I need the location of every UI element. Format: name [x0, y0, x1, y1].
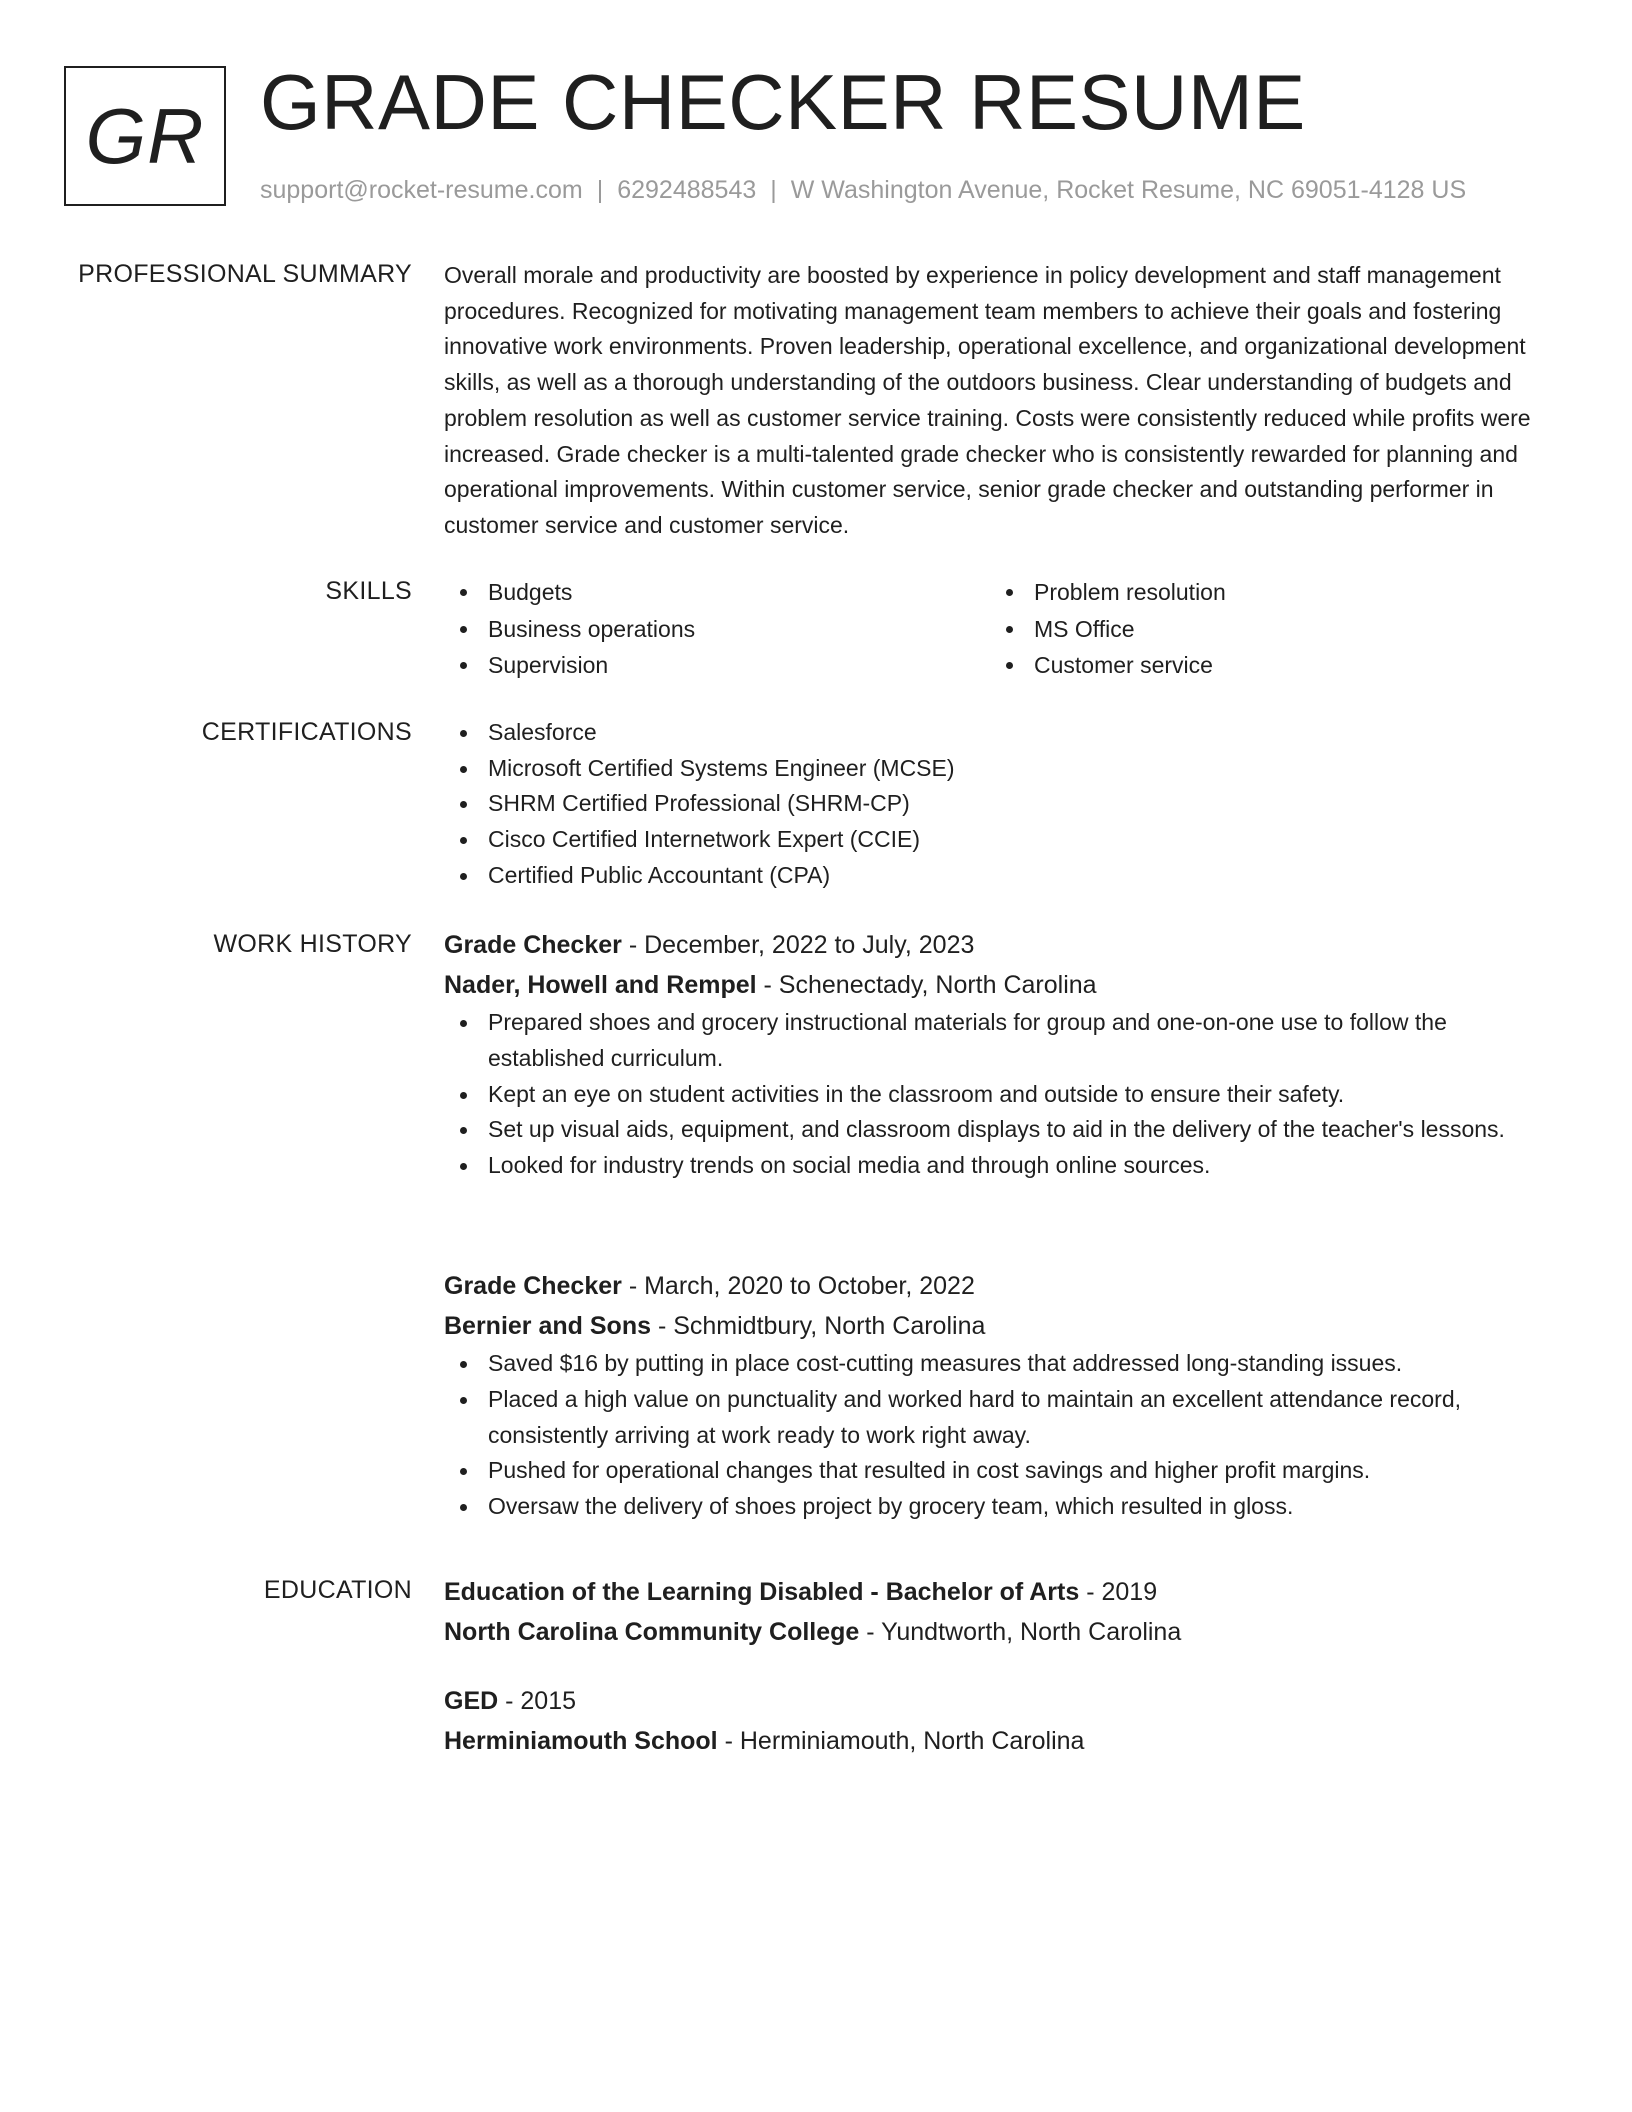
- certification-item: Microsoft Certified Systems Engineer (MCSE): [444, 751, 1534, 787]
- skill-item: Problem resolution: [990, 574, 1510, 611]
- education-school: North Carolina Community College: [444, 1618, 860, 1646]
- education-entry: [444, 1681, 1534, 1761]
- skill-item: MS Office: [990, 611, 1510, 648]
- section-label-skills: SKILLS: [325, 577, 412, 605]
- education-degree-line: [444, 1681, 1534, 1721]
- monogram-badge: [64, 66, 226, 206]
- job-company-line: [444, 965, 1534, 1005]
- certification-item: Cisco Certified Internetwork Expert (CCIE): [444, 822, 1534, 858]
- job-company-line: [444, 1306, 1534, 1346]
- skill-item: Budgets: [444, 574, 964, 611]
- job-dates: - March, 2020 to October, 2022: [621, 1272, 975, 1300]
- job-bullets: [444, 1005, 1534, 1184]
- section-label-certifications: CERTIFICATIONS: [201, 718, 412, 746]
- contact-email: support@rocket-resume.com: [260, 176, 583, 204]
- certification-item: Salesforce: [444, 715, 1534, 751]
- certifications-list: [444, 715, 1534, 894]
- contact-address: W Washington Avenue, Rocket Resume, NC 69051-4128 US: [790, 176, 1467, 204]
- contact-separator: |: [770, 176, 777, 204]
- job-bullet: Oversaw the delivery of shoes project by grocery team, which resulted in gloss.: [444, 1489, 1534, 1525]
- contact-line: [260, 173, 1466, 207]
- skill-item: Supervision: [444, 647, 964, 684]
- job-bullets: [444, 1346, 1534, 1525]
- certification-item: SHRM Certified Professional (SHRM-CP): [444, 786, 1534, 822]
- job-company: Bernier and Sons: [444, 1312, 651, 1340]
- monogram-text: GR: [85, 91, 205, 180]
- skills-list-left: [444, 574, 964, 684]
- job-bullet: Kept an eye on student activities in the classroom and outside to ensure their safety.: [444, 1077, 1534, 1113]
- job-company: Nader, Howell and Rempel: [444, 971, 757, 999]
- section-label-education: EDUCATION: [263, 1576, 412, 1604]
- job-bullet: Placed a high value on punctuality and worked hard to maintain an excellent attendance record, consistently arriving at work ready to work right away.: [444, 1382, 1534, 1454]
- education-entry: [444, 1572, 1534, 1652]
- summary-text: Overall morale and productivity are boosted by experience in policy development and staff management procedures. Recognized for motivating management team members to achieve their goals and fostering innovative work environments. Proven leadership, operational excellence, and organizational development skills, as well as a thorough understanding of the outdoors business. Clear understanding of budgets and problem resolution as well as customer service training. Costs were consistently reduced while profits were increased. Grade checker is a multi-talented grade checker who is consistently rewarded for planning and operational improvements. Within customer service, senior grade checker and outstanding performer in customer service and customer service.: [444, 262, 1531, 538]
- contact-phone: 6292488543: [617, 176, 757, 204]
- job-title: Grade Checker: [444, 931, 622, 959]
- education-degree: GED: [444, 1687, 499, 1715]
- job-title-line: [444, 925, 1534, 965]
- job-bullet: Pushed for operational changes that resulted in cost savings and higher profit margins.: [444, 1453, 1534, 1489]
- job-dates: - December, 2022 to July, 2023: [621, 931, 975, 959]
- job-title: Grade Checker: [444, 1272, 622, 1300]
- job-entry: [444, 925, 1534, 1184]
- job-bullet: Prepared shoes and grocery instructional materials for group and one-on-one use to follow the established curriculum.: [444, 1005, 1534, 1077]
- education-location: - Yundtworth, North Carolina: [859, 1618, 1182, 1646]
- certification-item: Certified Public Accountant (CPA): [444, 858, 1534, 894]
- skill-item: Customer service: [990, 647, 1510, 684]
- job-bullet: Looked for industry trends on social media and through online sources.: [444, 1148, 1534, 1184]
- job-title-line: [444, 1266, 1534, 1306]
- section-label-summary: PROFESSIONAL SUMMARY: [78, 260, 412, 288]
- resume-title: GRADE CHECKER RESUME: [260, 58, 1306, 146]
- skills-list-right: [990, 574, 1510, 684]
- education-location: - Herminiamouth, North Carolina: [717, 1727, 1085, 1755]
- education-school: Herminiamouth School: [444, 1727, 718, 1755]
- job-bullet: Set up visual aids, equipment, and classroom displays to aid in the delivery of the teacher's lessons.: [444, 1112, 1534, 1148]
- education-degree: Education of the Learning Disabled - Bachelor of Arts: [444, 1578, 1080, 1606]
- job-location: - Schmidtbury, North Carolina: [651, 1312, 986, 1340]
- contact-separator: |: [596, 176, 604, 204]
- education-school-line: [444, 1721, 1534, 1761]
- job-bullet: Saved $16 by putting in place cost-cutting measures that addressed long-standing issues.: [444, 1346, 1534, 1382]
- skill-item: Business operations: [444, 611, 964, 648]
- education-school-line: [444, 1612, 1534, 1652]
- job-entry: [444, 1266, 1534, 1525]
- section-label-work-history: WORK HISTORY: [213, 930, 412, 958]
- education-year: - 2019: [1079, 1578, 1158, 1606]
- education-year: - 2015: [498, 1687, 577, 1715]
- education-degree-line: [444, 1572, 1534, 1612]
- job-location: - Schenectady, North Carolina: [756, 971, 1097, 999]
